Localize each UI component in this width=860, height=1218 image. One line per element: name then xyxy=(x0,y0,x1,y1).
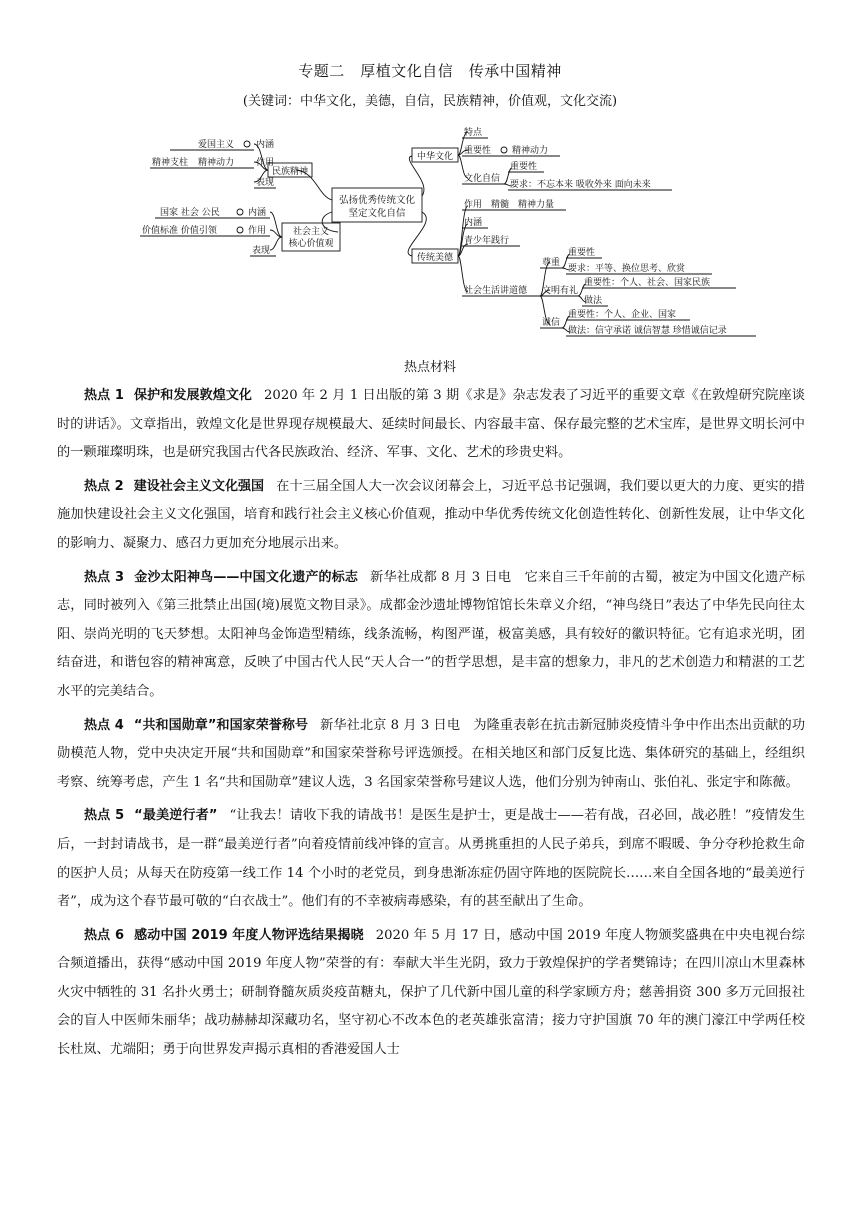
hotspot-label: 热点 1 xyxy=(84,388,124,403)
minzu-jingshen: 精神支柱 xyxy=(152,158,189,168)
ct-neihan: 内涵 xyxy=(464,218,483,228)
zh-dongli: 精神动力 xyxy=(512,146,549,156)
hotspot-text: 在十三届全国人大一次会议闭幕会上，习近平总书记强调，我们要以更大的力度、更实的措施加快建设社会主义文化强国，培育和践行社会主义核心价值观，推动中华优秀传统文化创造性转化、创新性发展，让中华文化的影响力、凝聚力、感召力更加充分地展示出来。 xyxy=(57,478,805,551)
ct-qingshaonian: 青少年践行 xyxy=(464,236,510,246)
node-minzu: 民族精神 xyxy=(271,167,309,177)
page-title: 专题二 厚植文化自信 传承中国精神 xyxy=(298,62,562,80)
ct-wm-zhongyao: 重要性：个人、社会、国家民族 xyxy=(584,278,711,288)
node-hexin-2: 核心价值观 xyxy=(288,239,334,249)
hotspot-4 xyxy=(57,712,805,798)
hexin-neihan: 内涵 xyxy=(248,208,267,218)
hotspot-label: 热点 3 xyxy=(84,569,125,585)
hexin-zuoyong: 作用 xyxy=(248,226,267,236)
minzu-zuoyong: 作用 xyxy=(256,158,275,168)
node-zhonghua: 中华文化 xyxy=(416,152,454,162)
hotspot-heading: 金沙太阳神鸟——中国文化遗产的标志 xyxy=(134,569,359,585)
ct-shehui: 社会生活讲道德 xyxy=(464,286,528,296)
zh-tedian: 特点 xyxy=(464,128,483,138)
hotspot-heading: “共和国勋章”和国家荣誉称号 xyxy=(133,717,309,733)
hotspot-1 xyxy=(57,382,805,468)
hotspot-label: 热点 4 xyxy=(84,717,124,733)
ct-zunzhong: 尊重 xyxy=(542,258,561,268)
zh-zx-yaoqiu: 要求：不忘本来 吸收外来 面向未来 xyxy=(510,180,651,190)
center-line-1: 弘扬优秀传统文化 xyxy=(338,195,416,206)
hotspot-6 xyxy=(57,922,805,1065)
ct-wm-zuofa: 做法 xyxy=(584,296,603,306)
ct-wenming: 文明有礼 xyxy=(542,286,579,296)
hotspot-5 xyxy=(57,802,805,916)
hotspot-heading: 保护和发展敦煌文化 xyxy=(133,388,253,403)
hotspot-3 xyxy=(57,564,805,707)
mind-map xyxy=(0,112,860,342)
hotspot-heading: 建设社会主义文化强国 xyxy=(133,478,265,494)
zh-zx-zhongyao: 重要性 xyxy=(510,162,538,172)
hotspot-text: 新华社北京 8 月 3 日电 为隆重表彰在抗击新冠肺炎疫情斗争中作出杰出贡献的功勋模范人物，党中央决定开展“共和国勋章”和国家荣誉称号评选颁授。在相关地区和部门反复比选、集体研究的基础上，经组织考察、统筹考虑，产生 1 名“共和国勋章”建议人选，3 名国家荣誉称号建议人选，他们分别为钟南山、张伯礼、张定宇和陈薇。 xyxy=(57,717,806,790)
hotspot-text: “让我去！请收下我的请战书！是医生是护士，更是战士——若有战，召必回，战必胜！”疫情发生后，一封封请战书，是一群“最美逆行者”向着疫情前线冲锋的宣言。从勇挑重担的人民子弟兵，到席不暇暖、争分夺秒抢救生命的医护人员；从每天在防疫第一线工作 14 个小时的老党员，到身患渐冻症仍固守阵地的医院院长……来自全国各地的“最美逆行者”，成为这个春节最可敬的“白衣战士”。他们有的不幸被病毒感染，有的甚至献出了生命。 xyxy=(57,808,806,910)
hotspot-text: 2020 年 2 月 1 日出版的第 3 期《求是》杂志发表了习近平的重要文章《在敦煌研究院座谈时的讲话》。文章指出，敦煌文化是世界现存规模最大、延续时间最长、内容最丰富、保存最完整的艺术宝库，是世界文明长河中的一颗璀璨明珠，也是研究我国古代各民族政治、经济、军事、文化、艺术的珍贵史料。 xyxy=(57,388,805,461)
hotspot-text: 新华社成都 8 月 3 日电 它来自三千年前的古蜀，被定为中国文化遗产标志，同时被列入《第三批禁止出国(境)展览文物目录》。成都金沙遗址博物馆馆长朱章义介绍，“神鸟绕日”表达了中华先民向往太阳、崇尚光明的飞天梦想。太阳神鸟金饰造型精练，线条流畅，构图严谨，极富美感，具有较好的徽识特征。它有追求光明，团结奋进，和谐包容的精神寓意，反映了中国古代人民“天人合一”的哲学思想，是丰富的想象力，非凡的艺术创造力和精湛的工艺水平的完美结合。 xyxy=(57,569,805,699)
ct-cx-zuofa: 做法：信守承诺 诚信智慧 珍惜诚信记录 xyxy=(568,326,727,336)
hexin-biaoxian: 表现 xyxy=(252,246,271,256)
node-hexin-1: 社会主义 xyxy=(292,227,330,237)
hotspot-list xyxy=(57,382,805,1070)
ct-zz-yaoqiu: 要求：平等、换位思考、欣赏 xyxy=(568,264,686,274)
hotspot-label: 热点 6 xyxy=(84,927,125,943)
center-line-2: 坚定文化自信 xyxy=(348,208,406,219)
ct-cx-zhongyao: 重要性：个人、企业、国家 xyxy=(568,310,677,320)
zh-zhongyao: 重要性 xyxy=(464,146,492,156)
hotspot-text: 2020 年 5 月 17 日，感动中国 2019 年度人物颁奖盛典在中央电视台综合频道播出，获得“感动中国 2019 年度人物”荣誉的有：奉献大半生光阴，致力于敦煌保护的学者樊锦诗；在四川凉山木里森林火灾中牺牲的 31 名扑火勇士；研制脊髓灰质炎疫苗糖丸，保护了几代新中国儿童的科学家顾方舟；慈善捐资 300 多万元回报社会的盲人中医师朱丽华；战功赫赫却深藏功名，坚守初心不改本色的老英雄张富清；接力守护国旗 70 年的澳门濠江中学两任校长杜岚、尤端阳；勇于向世界发声揭示真相的香港爱国人士 xyxy=(57,927,805,1058)
hotspot-label: 热点 2 xyxy=(84,478,124,494)
minzu-dongli: 精神动力 xyxy=(198,158,235,168)
hotspot-2 xyxy=(57,473,805,559)
keywords-line: (关键词：中华文化，美德，自信，民族精神，价值观，文化交流) xyxy=(242,94,618,109)
minzu-biaoxian: 表现 xyxy=(256,178,275,188)
hotspot-heading: “最美逆行者” xyxy=(134,808,218,824)
minzu-aiguo: 爱国主义 xyxy=(198,140,235,150)
hexin-guojia: 国家 社会 公民 xyxy=(160,208,220,218)
zh-zixin: 文化自信 xyxy=(464,174,501,184)
section-title: 热点材料 xyxy=(403,360,456,375)
hotspot-heading: 感动中国 2019 年度人物评选结果揭晓 xyxy=(134,927,364,943)
hotspot-label: 热点 5 xyxy=(84,808,125,824)
minzu-neihan: 内涵 xyxy=(256,140,275,150)
hexin-jiazhi: 价值标准 价值引领 xyxy=(142,226,217,236)
ct-chengxin: 诚信 xyxy=(542,318,561,328)
ct-zz-zhongyao: 重要性 xyxy=(568,248,596,258)
ct-zuoyong: 作用 精髓 精神力量 xyxy=(464,200,555,210)
node-chuantong: 传统美德 xyxy=(416,253,454,263)
